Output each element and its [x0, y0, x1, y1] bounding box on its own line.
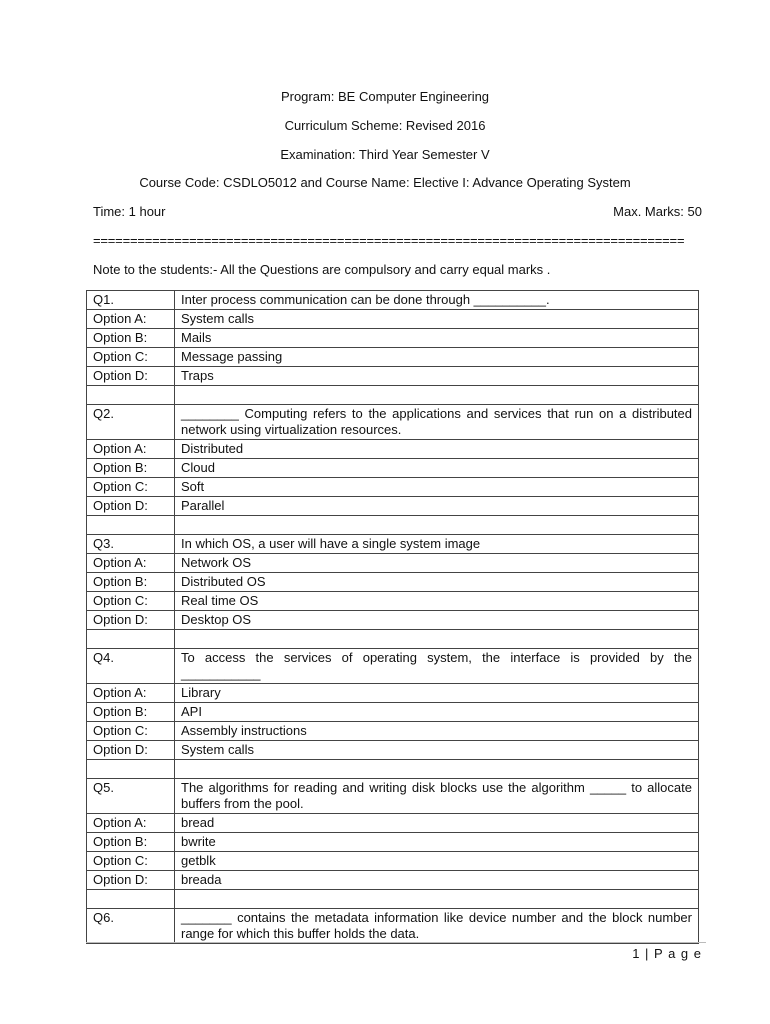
spacer-row-label — [87, 630, 175, 649]
option-row-text: Desktop OS — [175, 611, 699, 630]
spacer-row-label — [87, 386, 175, 405]
question-row-label: Q6. — [87, 909, 175, 944]
spacer-row — [87, 760, 699, 779]
option-row-text: bwrite — [175, 833, 699, 852]
question-row — [87, 405, 699, 440]
option-row-label: Option D: — [87, 871, 175, 890]
question-row — [87, 649, 699, 684]
option-row-label: Option A: — [87, 684, 175, 703]
footer-rule — [86, 942, 706, 943]
question-row-text: To access the services of operating system, the interface is provided by the ___________ — [175, 649, 699, 684]
option-row-label: Option B: — [87, 703, 175, 722]
spacer-row-label — [87, 890, 175, 909]
spacer-row-text — [175, 760, 699, 779]
option-row-text: System calls — [175, 310, 699, 329]
option-row — [87, 741, 699, 760]
option-row-text: Cloud — [175, 459, 699, 478]
spacer-row-text — [175, 630, 699, 649]
option-row-label: Option D: — [87, 497, 175, 516]
option-row — [87, 367, 699, 386]
option-row-label: Option A: — [87, 440, 175, 459]
spacer-row-text — [175, 516, 699, 535]
option-row — [87, 703, 699, 722]
option-row — [87, 592, 699, 611]
option-row-text: API — [175, 703, 699, 722]
question-row — [87, 291, 699, 310]
question-row-text: _______ contains the metadata information like device number and the block number range for which this buffer holds the data. — [175, 909, 699, 944]
option-row-label: Option C: — [87, 478, 175, 497]
option-row-text: Real time OS — [175, 592, 699, 611]
option-row-text: Parallel — [175, 497, 699, 516]
option-row-label: Option B: — [87, 833, 175, 852]
question-row — [87, 779, 699, 814]
question-row — [87, 535, 699, 554]
option-row — [87, 814, 699, 833]
option-row — [87, 310, 699, 329]
page-number: 1 | P a g e — [632, 946, 702, 961]
option-row-label: Option C: — [87, 348, 175, 367]
option-row — [87, 833, 699, 852]
student-note: Note to the students:- All the Questions are compulsory and carry equal marks . — [93, 262, 551, 277]
option-row-text: Distributed OS — [175, 573, 699, 592]
option-row — [87, 440, 699, 459]
time-marks-row — [93, 204, 702, 219]
option-row-label: Option B: — [87, 573, 175, 592]
option-row-text: Assembly instructions — [175, 722, 699, 741]
option-row — [87, 722, 699, 741]
option-row-label: Option D: — [87, 367, 175, 386]
option-row — [87, 554, 699, 573]
question-row-text: In which OS, a user will have a single system image — [175, 535, 699, 554]
spacer-row — [87, 890, 699, 909]
option-row-text: System calls — [175, 741, 699, 760]
option-row-text: getblk — [175, 852, 699, 871]
examination-line: Examination: Third Year Semester V — [280, 147, 490, 162]
option-row-label: Option C: — [87, 722, 175, 741]
option-row-text: Library — [175, 684, 699, 703]
curriculum-line: Curriculum Scheme: Revised 2016 — [284, 118, 486, 133]
option-row-label: Option C: — [87, 852, 175, 871]
option-row-label: Option A: — [87, 554, 175, 573]
option-row — [87, 852, 699, 871]
question-row-text: Inter process communication can be done through __________. — [175, 291, 699, 310]
option-row — [87, 348, 699, 367]
option-row-text: breada — [175, 871, 699, 890]
divider-line: ================================================================================ — [93, 233, 685, 248]
option-row-text: Distributed — [175, 440, 699, 459]
option-row-label: Option B: — [87, 329, 175, 348]
question-row-text: The algorithms for reading and writing disk blocks use the algorithm _____ to allocate buffers from the pool. — [175, 779, 699, 814]
option-row-text: Traps — [175, 367, 699, 386]
spacer-row — [87, 516, 699, 535]
option-row — [87, 684, 699, 703]
option-row-label: Option D: — [87, 611, 175, 630]
option-row-label: Option C: — [87, 592, 175, 611]
spacer-row-label — [87, 760, 175, 779]
option-row-text: Message passing — [175, 348, 699, 367]
option-row-text: Soft — [175, 478, 699, 497]
option-row — [87, 329, 699, 348]
question-row-text: ________ Computing refers to the applications and services that run on a distributed network using virtualization resources. — [175, 405, 699, 440]
spacer-row — [87, 386, 699, 405]
option-row — [87, 459, 699, 478]
option-row-text: Mails — [175, 329, 699, 348]
spacer-row — [87, 630, 699, 649]
option-row-label: Option B: — [87, 459, 175, 478]
course-line: Course Code: CSDLO5012 and Course Name: Elective I: Advance Operating System — [139, 175, 631, 190]
option-row — [87, 478, 699, 497]
question-row-label: Q3. — [87, 535, 175, 554]
option-row-label: Option A: — [87, 814, 175, 833]
option-row-label: Option A: — [87, 310, 175, 329]
program-line: Program: BE Computer Engineering — [280, 89, 490, 104]
option-row-text: bread — [175, 814, 699, 833]
spacer-row-label — [87, 516, 175, 535]
time-label: Time: 1 hour — [93, 204, 166, 219]
option-row — [87, 611, 699, 630]
spacer-row-text — [175, 890, 699, 909]
question-row-label: Q2. — [87, 405, 175, 440]
question-row-label: Q1. — [87, 291, 175, 310]
question-row — [87, 909, 699, 944]
question-row-label: Q5. — [87, 779, 175, 814]
spacer-row-text — [175, 386, 699, 405]
option-row — [87, 871, 699, 890]
option-row — [87, 573, 699, 592]
questions-table — [86, 290, 699, 944]
option-row — [87, 497, 699, 516]
question-row-label: Q4. — [87, 649, 175, 684]
max-marks-label: Max. Marks: 50 — [613, 204, 702, 219]
option-row-text: Network OS — [175, 554, 699, 573]
option-row-label: Option D: — [87, 741, 175, 760]
